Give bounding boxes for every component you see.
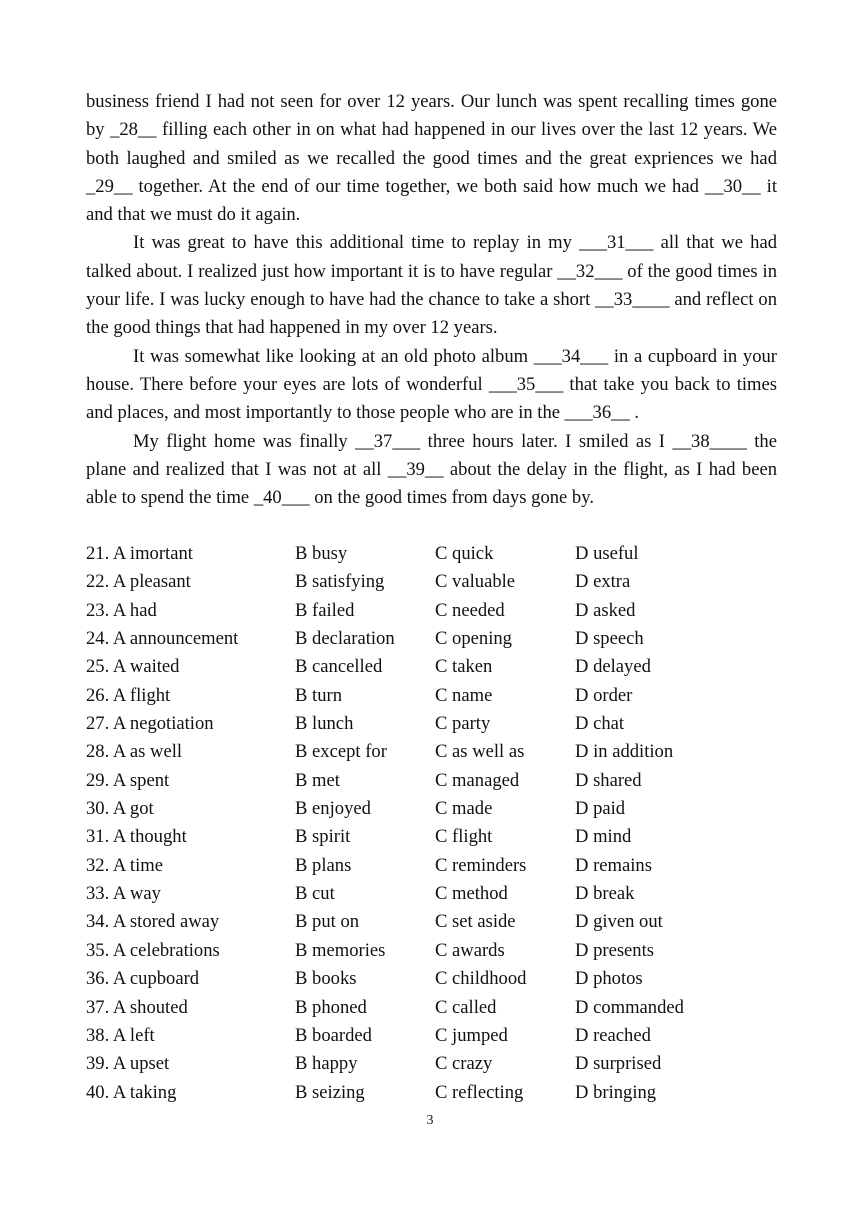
option-a: 40. A taking (86, 1081, 177, 1103)
option-c: C managed (435, 769, 520, 791)
question-row-21 (86, 540, 786, 568)
option-d: D extra (575, 571, 631, 593)
option-d: D in addition (575, 741, 674, 763)
question-row-36 (86, 965, 786, 993)
option-d: D delayed (575, 656, 651, 678)
question-row-39 (86, 1050, 786, 1078)
question-row-40 (86, 1079, 786, 1107)
option-b: B put on (295, 911, 360, 933)
passage-paragraph-2: It was great to have this additional time to replay in my ___31___ all that we had talked about. I realized just how important it is to have regular __32___ of the good times in your life. I was lucky enough to have had the chance to take a short __33____ and reflect on the good things that had happened in my over 12 years. (86, 232, 777, 339)
option-a: 25. A waited (86, 656, 180, 678)
option-d: D reached (575, 1024, 651, 1046)
passage-paragraph-1: business friend I had not seen for over 12 years. Our lunch was spent recalling times gone by _28__ filling each other in on what had happened in our lives over the last 12 years. We both laughed and smiled as we recalled the good times and the great expriences we had _29__ together. At the end of our time together, we both said how much we had __30__ it and that we must do it again. (86, 91, 777, 226)
option-b: B busy (295, 543, 348, 564)
page-number: 3 (426, 1113, 434, 1128)
option-c: C flight (435, 826, 493, 848)
option-d: D useful (575, 543, 639, 564)
option-b: B met (295, 769, 340, 791)
option-c: C made (435, 798, 493, 820)
option-c: C jumped (435, 1024, 508, 1046)
option-b: B turn (295, 684, 343, 706)
question-row-32 (86, 852, 786, 880)
option-d: D break (575, 883, 635, 905)
question-row-26 (86, 682, 786, 710)
option-a: 23. A had (86, 599, 157, 621)
passage-paragraph-3: It was somewhat like looking at an old photo album ___34___ in a cupboard in your house. There before your eyes are lots of wonderful ___35___ that take you back to times and places, and most importantly to those people who are in the ___36__ . (86, 345, 777, 424)
answer-options-list (86, 540, 786, 1107)
option-c: C taken (435, 656, 493, 678)
option-a: 35. A celebrations (86, 939, 220, 961)
option-c: C awards (435, 939, 505, 961)
question-row-29 (86, 767, 786, 795)
option-d: D photos (575, 968, 643, 990)
option-b: B failed (295, 599, 355, 621)
option-c: C party (435, 713, 491, 735)
option-d: D presents (575, 939, 655, 961)
option-d: D shared (575, 769, 642, 791)
option-c: C called (435, 996, 497, 1018)
option-d: D asked (575, 599, 636, 621)
reading-passage (86, 88, 777, 512)
option-c: C method (435, 883, 508, 905)
question-row-38 (86, 1022, 786, 1050)
option-d: D bringing (575, 1081, 657, 1103)
option-c: C needed (435, 599, 505, 621)
option-a: 27. A negotiation (86, 713, 214, 735)
option-d: D speech (575, 628, 644, 650)
option-b: B phoned (295, 996, 367, 1018)
option-c: C name (435, 684, 493, 706)
option-a: 30. A got (86, 798, 154, 820)
option-b: B declaration (295, 628, 395, 650)
question-row-37 (86, 994, 786, 1022)
option-c: C crazy (435, 1053, 493, 1075)
option-d: D chat (575, 713, 625, 735)
option-c: C opening (435, 628, 512, 650)
option-b: B enjoyed (295, 798, 371, 820)
option-a: 29. A spent (86, 769, 170, 791)
option-a: 39. A upset (86, 1053, 170, 1075)
question-row-33 (86, 880, 786, 908)
option-d: D paid (575, 798, 626, 820)
question-row-34 (86, 908, 786, 936)
question-row-24 (86, 625, 786, 653)
option-b: B memories (295, 939, 386, 961)
option-b: B lunch (295, 713, 354, 735)
option-d: D given out (575, 911, 663, 933)
option-b: B except for (295, 741, 387, 763)
option-b: B cut (295, 883, 335, 905)
option-a: 24. A announcement (86, 628, 239, 650)
option-a: 38. A left (86, 1024, 155, 1046)
option-b: B spirit (295, 826, 351, 848)
question-row-27 (86, 710, 786, 738)
option-a: 33. A way (86, 883, 161, 905)
option-b: B cancelled (295, 656, 383, 678)
option-b: B books (295, 968, 357, 990)
option-b: B happy (295, 1053, 358, 1075)
option-b: B seizing (295, 1081, 365, 1103)
option-d: D remains (575, 854, 652, 876)
option-a: 28. A as well (86, 741, 183, 763)
option-c: C as well as (435, 741, 525, 763)
option-c: C quick (435, 543, 494, 564)
question-row-31 (86, 823, 786, 851)
option-b: B boarded (295, 1024, 372, 1046)
question-row-28 (86, 738, 786, 766)
option-c: C reflecting (435, 1081, 524, 1103)
option-c: C valuable (435, 571, 516, 593)
option-c: C childhood (435, 968, 527, 990)
option-a: 31. A thought (86, 826, 187, 848)
option-a: 32. A time (86, 854, 163, 876)
option-a: 34. A stored away (86, 911, 220, 933)
question-row-30 (86, 795, 786, 823)
question-row-23 (86, 597, 786, 625)
option-d: D commanded (575, 996, 684, 1018)
option-a: 36. A cupboard (86, 968, 200, 990)
passage-paragraph-4: My flight home was finally __37___ three hours later. I smiled as I __38____ the plane and realized that I was not at all __39__ about the delay in the flight, as I had been able to spend the time _40___ on the good times from days gone by. (86, 430, 777, 509)
option-b: B satisfying (295, 571, 385, 593)
option-a: 22. A pleasant (86, 571, 191, 593)
option-d: D mind (575, 826, 632, 848)
option-b: B plans (295, 854, 352, 876)
question-row-25 (86, 653, 786, 681)
option-d: D order (575, 684, 633, 706)
option-a: 21. A imortant (86, 543, 193, 564)
option-c: C reminders (435, 854, 527, 876)
option-a: 26. A flight (86, 684, 171, 706)
option-a: 37. A shouted (86, 996, 188, 1018)
question-row-35 (86, 937, 786, 965)
option-d: D surprised (575, 1053, 662, 1075)
option-c: C set aside (435, 911, 516, 933)
question-row-22 (86, 568, 786, 596)
